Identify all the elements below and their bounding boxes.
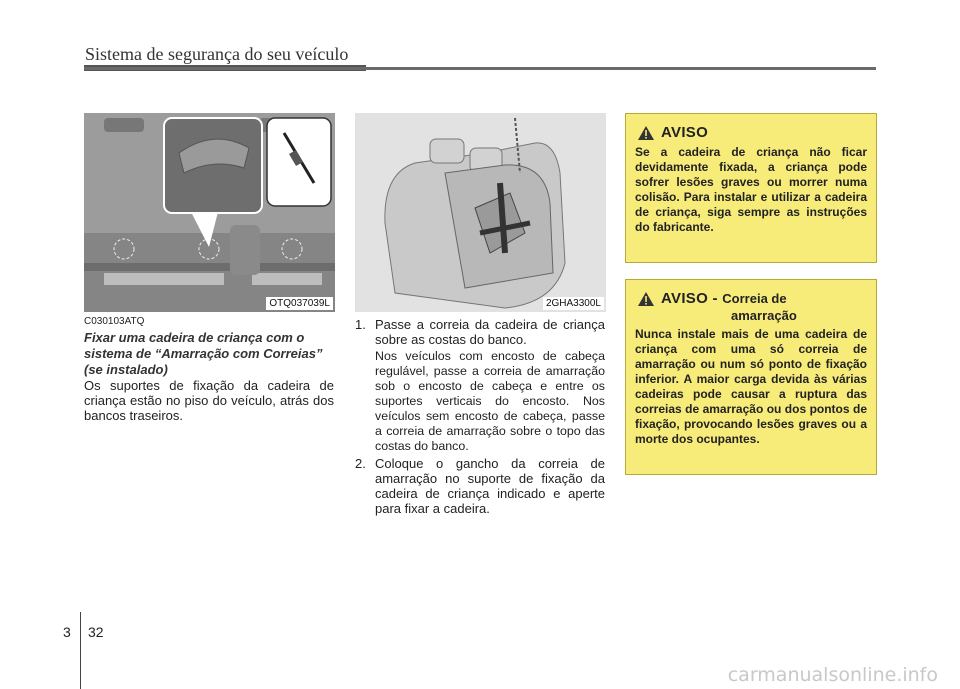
instruction-list: [355, 317, 605, 518]
figure-child-seat: [355, 113, 606, 312]
list-item-subtext: Nos veículos com encosto de cabeça regulável, passe a correia de amarração sob o encosto de cabeça e entre os suportes verticais do encosto. Nos veículos sem encosto de cabeça, passe a correia de amarração sobre o topo das costas do banco.: [375, 349, 605, 453]
footer-rule: [80, 612, 81, 689]
figure-code-label: 2GHA3300L: [543, 297, 604, 310]
list-item: [355, 317, 605, 454]
warning-box-tether: [625, 279, 877, 475]
warning-triangle-icon: [637, 291, 655, 307]
warning-text: Nunca instale mais de uma cadeira de criança com uma só correia de amarração ou num só ponto de fixação inferior. A maior carga devida às várias cadeiras pode causar a ruptura das correias de amarração ou dos pontos de fixação, provocando lesões graves ou a morte dos ocupantes.: [635, 327, 867, 446]
list-item-number: 1.: [355, 317, 366, 332]
warning-subtitle: Correia de: [722, 291, 787, 306]
figure-code-label: OTQ037039L: [266, 297, 333, 310]
warning-title: AVISO -: [661, 290, 718, 307]
section-number: 3: [63, 624, 71, 640]
figure-trunk-anchors: [84, 113, 335, 312]
body-paragraph: Os suportes de fixação da cadeira de criança estão no piso do veículo, atrás dos bancos traseiros.: [84, 378, 334, 423]
section-code: C030103ATQ: [84, 316, 145, 327]
list-item: [355, 456, 605, 516]
warning-subtitle-line2: amarração: [731, 308, 797, 323]
header-rule: [84, 67, 876, 70]
list-item-text: Coloque o gancho da correia de amarração no suporte de fixação da cadeira de criança indicado e aperte para fixar a cadeira.: [375, 456, 605, 516]
page-header-title: Sistema de segurança do seu veículo: [85, 44, 349, 64]
page-number: 32: [88, 624, 104, 640]
section-subheading: Fixar uma cadeira de criança com o sistema de “Amarração com Correias” (se instalado): [84, 330, 323, 377]
list-item-text: Passe a correia da cadeira de criança sobre as costas do banco.: [375, 317, 605, 347]
warning-box-general: [625, 113, 877, 263]
warning-title: AVISO: [661, 124, 709, 141]
watermark: carmanualsonline.info: [727, 664, 938, 686]
warning-triangle-icon: [637, 125, 655, 141]
list-item-number: 2.: [355, 456, 366, 471]
warning-text: Se a cadeira de criança não ficar devidamente fixada, a criança pode sofrer lesões graves ou morrer numa colisão. Para instalar e utilizar a cadeira de criança, siga sempre as instruções do fabricante.: [635, 145, 867, 234]
